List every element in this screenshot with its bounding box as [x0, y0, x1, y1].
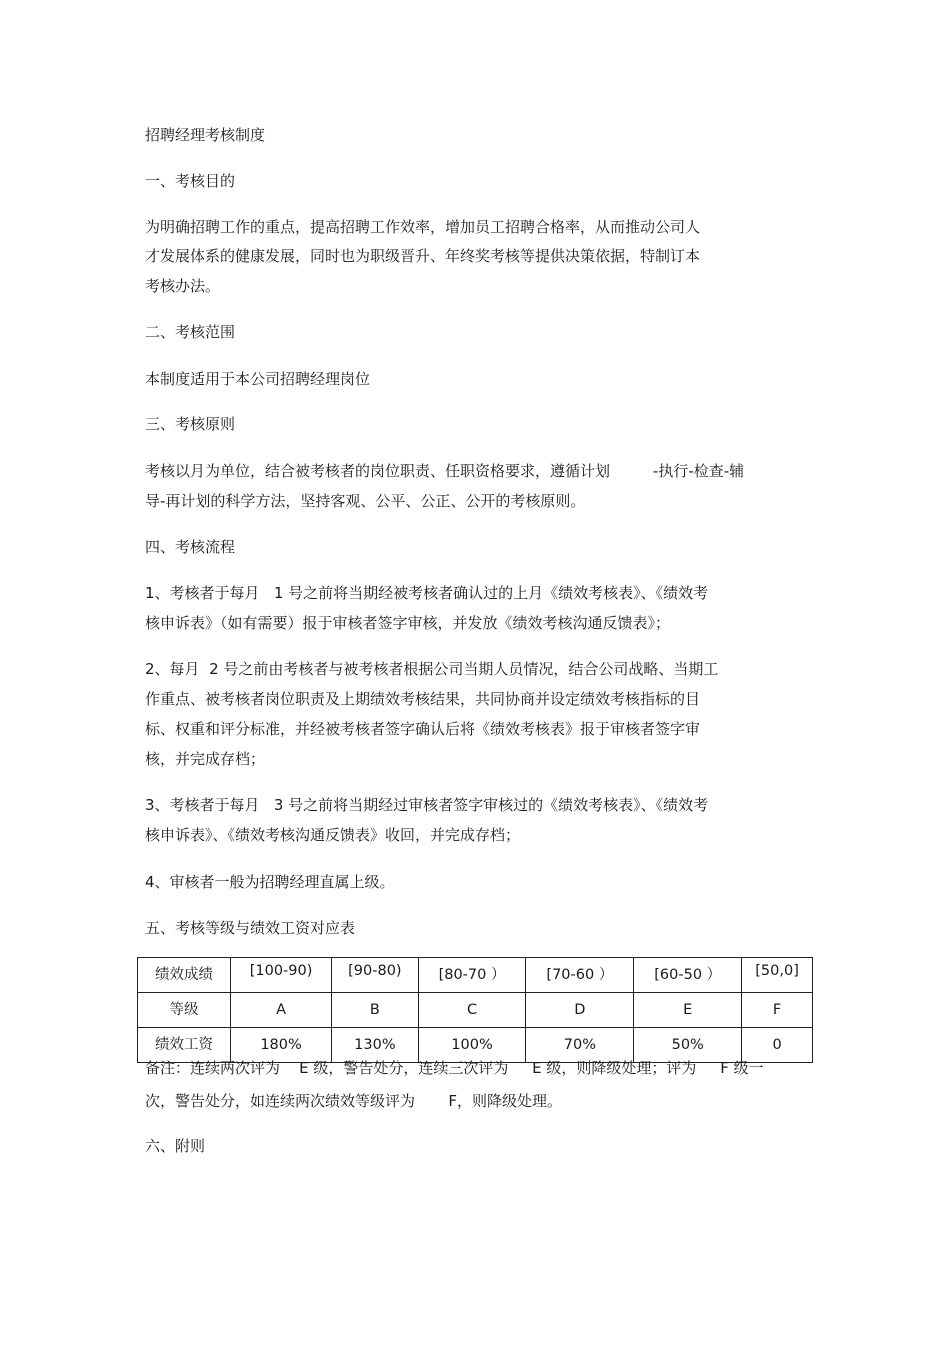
section-5-heading: 五、考核等级与绩效工资对应表 — [145, 919, 356, 937]
section-1-line-1: 为明确招聘工作的重点，提高招聘工作效率，增加员工招聘合格率，从而推动公司人 — [145, 218, 701, 236]
wage-cell: 180% — [231, 1028, 332, 1063]
row-label-wage: 绩效工资 — [138, 1028, 231, 1063]
section-4-item-3-line-1: 3、考核者于每月 3 号之前将当期经过审核者签字审核过的《绩效考核表》、《绩效考 — [145, 796, 709, 814]
section-2-heading: 二、考核范围 — [145, 323, 236, 341]
grade-wage-table — [137, 957, 813, 1063]
section-1-line-3: 考核办法。 — [145, 277, 221, 295]
section-3-heading: 三、考核原则 — [145, 415, 236, 433]
section-4-item-2-line-2: 作重点、被考核者岗位职责及上期绩效考核结果，共同协商并设定绩效考核指标的目 — [145, 690, 701, 708]
score-cell: [80-70 ） — [418, 958, 526, 993]
grade-cell: C — [418, 993, 526, 1028]
wage-cell: 0 — [742, 1028, 813, 1063]
wage-cell: 50% — [634, 1028, 742, 1063]
row-label-grade: 等级 — [138, 993, 231, 1028]
table-row-grades — [138, 993, 813, 1028]
wage-cell: 130% — [332, 1028, 418, 1063]
grade-cell: F — [742, 993, 813, 1028]
section-3-line-2: 导-再计划的科学方法，坚持客观、公平、公正、公开的考核原则。 — [145, 492, 586, 510]
section-6-heading: 六、附则 — [145, 1137, 206, 1155]
document-title: 招聘经理考核制度 — [145, 126, 266, 144]
note-line-2: 次，警告处分，如连续两次绩效等级评为 F，则降级处理。 — [145, 1092, 563, 1110]
grade-cell: B — [332, 993, 418, 1028]
grade-cell: A — [231, 993, 332, 1028]
section-4-item-2-line-3: 标、权重和评分标准，并经被考核者签字确认后将《绩效考核表》报于审核者签字审 — [145, 720, 701, 738]
section-4-heading: 四、考核流程 — [145, 538, 236, 556]
score-cell: [50,0] — [742, 958, 813, 993]
note-line-1: 备注：连续两次评为 E 级，警告处分，连续三次评为 E 级，则降级处理；评为 F 级一 — [145, 1059, 764, 1077]
wage-cell: 100% — [418, 1028, 526, 1063]
section-4-item-1-line-1: 1、考核者于每月 1 号之前将当期经被考核者确认过的上月《绩效考核表》、《绩效考 — [145, 584, 709, 602]
section-2-text: 本制度适用于本公司招聘经理岗位 — [145, 370, 371, 388]
section-4-item-4: 4、审核者一般为招聘经理直属上级。 — [145, 873, 395, 891]
score-cell: [90-80) — [332, 958, 418, 993]
score-cell: [100-90) — [231, 958, 332, 993]
section-1-heading: 一、考核目的 — [145, 172, 236, 190]
section-3-line-1: 考核以月为单位，结合被考核者的岗位职责、任职资格要求，遵循计划 -执行-检查-辅 — [145, 462, 745, 480]
section-4-item-1-line-2: 核申诉表》（如有需要）报于审核者签字审核，并发放《绩效考核沟通反馈表》； — [145, 614, 671, 632]
section-4-item-2-line-1: 2、每月 2 号之前由考核者与被考核者根据公司当期人员情况，结合公司战略、当期工 — [145, 660, 719, 678]
wage-cell: 70% — [526, 1028, 634, 1063]
section-1-line-2: 才发展体系的健康发展，同时也为职级晋升、年终奖考核等提供决策依据，特制订本 — [145, 247, 701, 265]
grade-cell: D — [526, 993, 634, 1028]
section-4-item-3-line-2: 核申诉表》、《绩效考核沟通反馈表》收回，并完成存档； — [145, 826, 521, 844]
table-row-scores — [138, 958, 813, 993]
row-label-score: 绩效成绩 — [138, 958, 231, 993]
score-cell: [60-50 ） — [634, 958, 742, 993]
grade-cell: E — [634, 993, 742, 1028]
score-cell: [70-60 ） — [526, 958, 634, 993]
section-4-item-2-line-4: 核，并完成存档； — [145, 750, 266, 768]
